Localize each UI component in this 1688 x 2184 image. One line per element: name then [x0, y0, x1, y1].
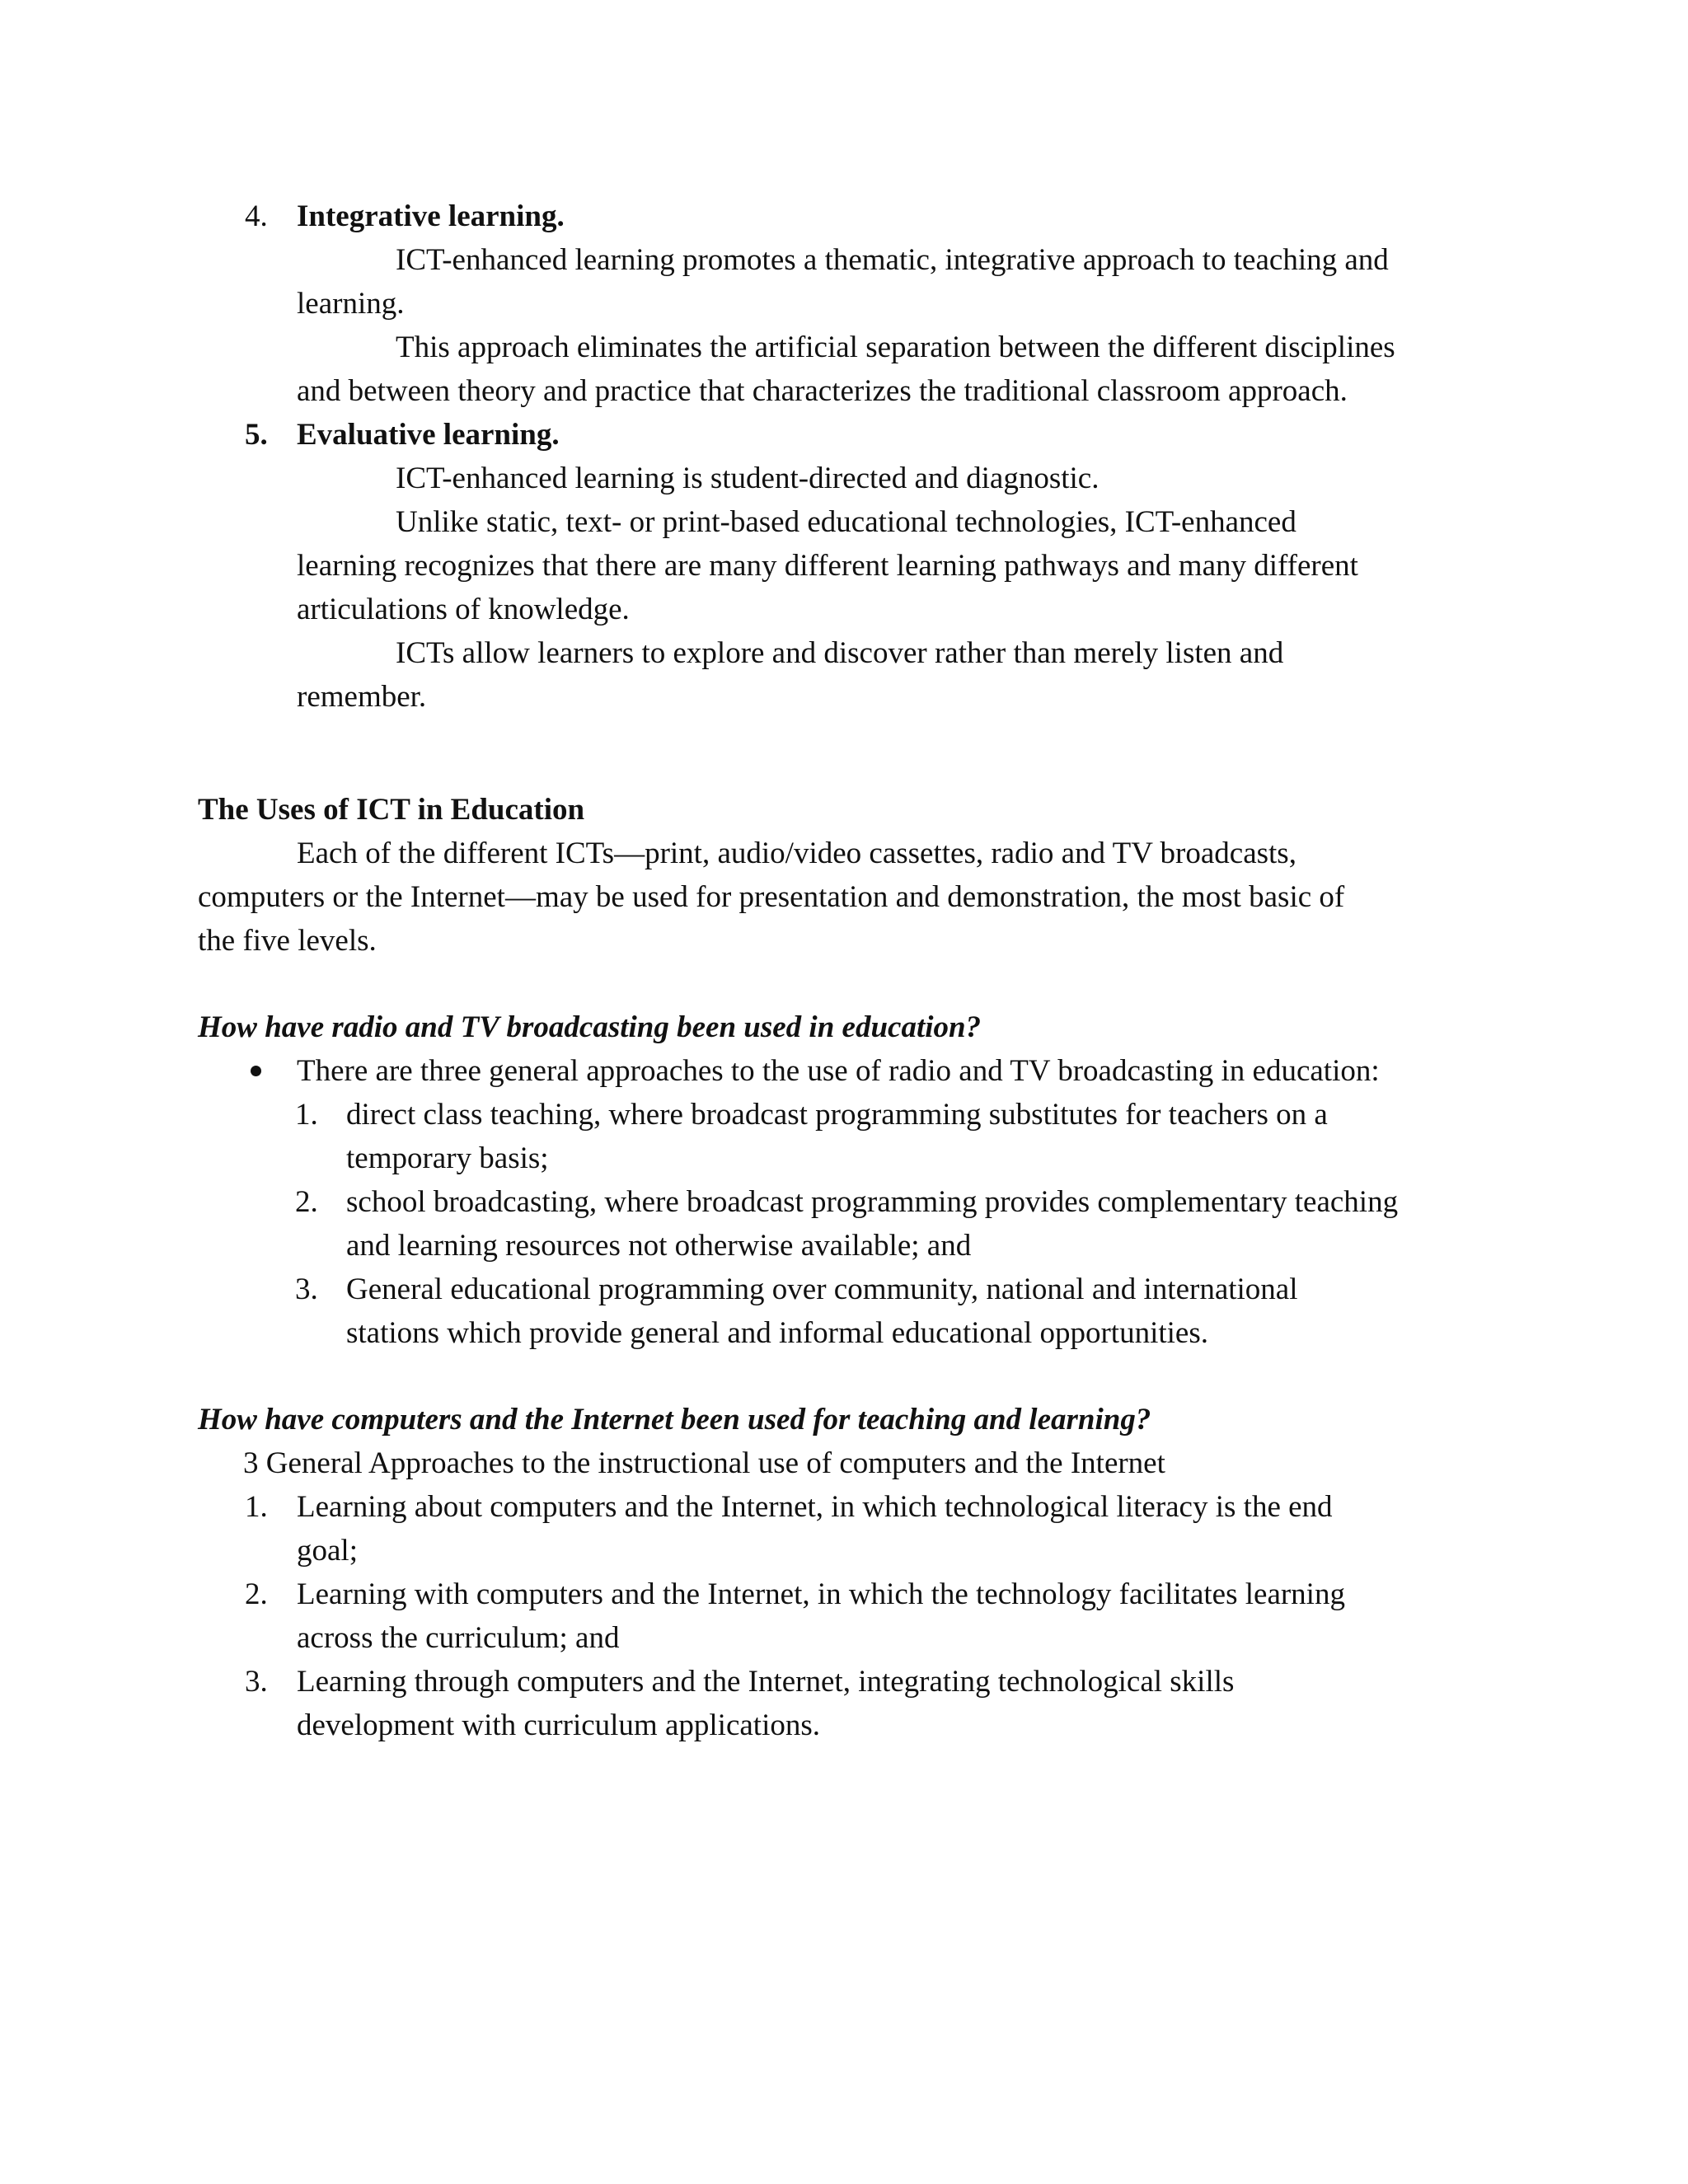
paragraph-line: remember.: [297, 680, 427, 714]
list-item-line: General educational programming over community, national and international: [346, 1272, 1298, 1306]
section-radio-tv: [198, 1005, 1533, 1355]
list-item: [198, 1093, 1533, 1180]
list-item-line: across the curriculum; and: [297, 1621, 620, 1655]
paragraph-line: computers or the Internet—may be used for presentation and demonstration, the most basic of: [198, 880, 1345, 914]
section-uses-of-ict: [198, 788, 1533, 963]
section-heading: How have computers and the Internet been used for teaching and learning?: [198, 1403, 1151, 1436]
item-number: 3.: [245, 1665, 268, 1699]
list-item-line: direct class teaching, where broadcast programming substitutes for teachers on a: [346, 1098, 1328, 1132]
list-item-line: Learning with computers and the Internet, in which the technology facilitates learning: [297, 1577, 1345, 1611]
item-integrative-learning: [245, 194, 1531, 719]
paragraph-line: learning.: [297, 287, 405, 321]
section-intro: 3 General Approaches to the instructional use of computers and the Internet: [243, 1446, 1165, 1480]
item-number: 2.: [295, 1185, 318, 1219]
list-item-line: and learning resources not otherwise available; and: [346, 1229, 972, 1263]
list-item-line: temporary basis;: [346, 1141, 549, 1175]
list-item: [198, 1485, 1533, 1572]
paragraph-line: Unlike static, text- or print-based educational technologies, ICT-enhanced: [396, 505, 1296, 539]
item-number: 2.: [245, 1577, 268, 1611]
section-computers-internet: [198, 1398, 1533, 1747]
paragraph-line: ICT-enhanced learning is student-directed and diagnostic.: [396, 462, 1100, 495]
section-heading: The Uses of ICT in Education: [198, 793, 585, 827]
item-title: Evaluative learning.: [297, 418, 560, 452]
bullet-text: There are three general approaches to the use of radio and TV broadcasting in education:: [297, 1054, 1380, 1088]
list-item: [198, 1660, 1533, 1747]
paragraph-line: learning recognizes that there are many different learning pathways and many different: [297, 549, 1358, 583]
paragraph-line: and between theory and practice that characterizes the traditional classroom approach.: [297, 374, 1348, 408]
list-item-line: school broadcasting, where broadcast programming provides complementary teaching: [346, 1185, 1399, 1219]
bullet-item: [198, 1049, 1533, 1093]
item-number: 1.: [295, 1098, 318, 1132]
list-item-line: development with curriculum applications.: [297, 1708, 820, 1742]
list-item: [198, 1268, 1533, 1355]
paragraph-line: ICT-enhanced learning promotes a thematic, integrative approach to teaching and: [396, 243, 1389, 277]
list-item: [198, 1180, 1533, 1268]
paragraph-line: Each of the different ICTs—print, audio/video cassettes, radio and TV broadcasts,: [297, 837, 1296, 870]
list-item-line: stations which provide general and informal educational opportunities.: [346, 1316, 1208, 1350]
item-number: 3.: [295, 1272, 318, 1306]
numbered-list: [198, 1485, 1533, 1747]
list-item: [198, 1572, 1533, 1660]
section-heading: How have radio and TV broadcasting been used in education?: [198, 1010, 982, 1044]
bullet-icon: [251, 1066, 261, 1076]
item-number: 4.: [245, 199, 268, 233]
item-title: Integrative learning.: [297, 199, 565, 233]
list-item-line: Learning through computers and the Internet, integrating technological skills: [297, 1665, 1235, 1699]
list-item-line: Learning about computers and the Internet, in which technological literacy is the end: [297, 1490, 1333, 1524]
paragraph-line: articulations of knowledge.: [297, 593, 630, 626]
paragraph-line: This approach eliminates the artificial separation between the different disciplines: [396, 330, 1395, 364]
list-item-line: goal;: [297, 1534, 358, 1568]
paragraph-line: ICTs allow learners to explore and discover rather than merely listen and: [396, 636, 1284, 670]
paragraph-line: the five levels.: [198, 924, 377, 958]
item-number: 5.: [245, 418, 268, 452]
item-number: 1.: [245, 1490, 268, 1524]
numbered-list: [198, 1093, 1533, 1355]
